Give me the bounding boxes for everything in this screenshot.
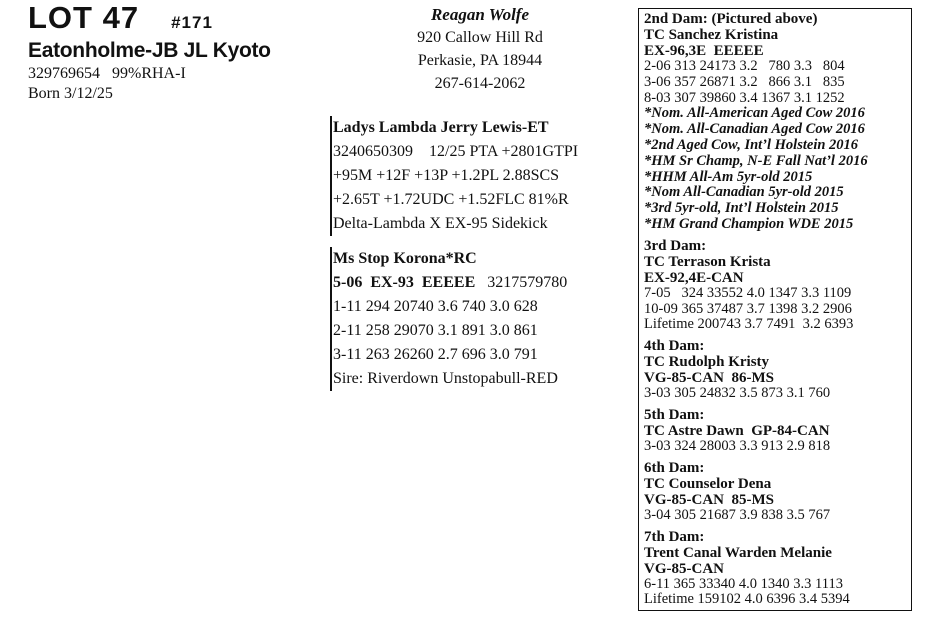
ancestor-dam-honor-line: *3rd 5yr-old, Int’l Holstein 2015	[644, 200, 839, 217]
dam-classification-row	[333, 271, 630, 295]
ancestor-dam-name-line: TC Terrason Krista	[644, 253, 771, 270]
ancestor-dam-heading: 5th Dam:	[644, 406, 705, 423]
ancestor-dam-record-line: 3-04 305 21687 3.9 838 3.5 767	[644, 506, 831, 523]
ancestor-dam-record-line: 3-03 305 24832 3.5 873 3.1 760	[644, 385, 831, 402]
dam-block	[330, 247, 630, 391]
ancestor-dam-heading: 7th Dam:	[644, 528, 705, 545]
ancestor-dam-name-line: VG-85-CAN 86-MS	[644, 370, 774, 387]
consignor-info	[395, 4, 565, 95]
ancestor-dam-name-line: TC Astre Dawn GP-84-CAN	[644, 422, 830, 439]
sire-detail-line: Delta-Lambda X EX-95 Sidekick	[333, 215, 548, 232]
ancestor-dam-section	[644, 460, 906, 524]
ancestor-dam-section	[644, 529, 906, 609]
dam-classification: 5-06 EX-93 EEEEE	[333, 274, 476, 291]
ancestor-dam-name-line: TC Counselor Dena	[644, 475, 772, 492]
ancestor-dam-record-line: 3-03 324 28003 3.3 913 2.9 818	[644, 437, 831, 454]
dam-record-line: 3-11 263 26260 2.7 696 3.0 791	[333, 346, 538, 363]
ancestor-dam-heading: 4th Dam:	[644, 338, 705, 355]
ancestor-dam-section	[644, 338, 906, 402]
ancestor-dam-heading: 6th Dam:	[644, 459, 705, 476]
ancestor-dam-name-line: VG-85-CAN	[644, 560, 724, 577]
ancestor-dam-honor-line: *Nom. All-Canadian Aged Cow 2016	[644, 121, 865, 138]
sire-block	[330, 116, 630, 236]
sire-detail-line: +95M +12F +13P +1.2PL 2.88SCS	[333, 167, 560, 184]
pedigree	[330, 116, 630, 391]
dam-sire: Sire: Riverdown Unstopabull-RED	[333, 370, 558, 387]
ancestor-dam-record-line: 7-05 324 33552 4.0 1347 3.3 1109	[644, 284, 852, 301]
consignor-address-2: Perkasie, PA 18944	[417, 52, 543, 69]
consignor-address-1: 920 Callow Hill Rd	[417, 29, 543, 46]
ancestor-dam-record-line: 3-06 357 26871 3.2 866 3.1 835	[644, 73, 845, 90]
dam-name: Ms Stop Korona*RC	[333, 250, 477, 267]
ancestor-dam-record-line: 8-03 307 39860 3.4 1367 3.1 1252	[644, 89, 845, 106]
ancestor-dam-name-line: TC Sanchez Kristina	[644, 27, 779, 43]
catalog-number: #171	[171, 13, 213, 32]
dam-record-line: 2-11 258 29070 3.1 891 3.0 861	[333, 322, 538, 339]
sire-detail-line: 3240650309 12/25 PTA +2801GTPI	[333, 143, 579, 160]
ancestor-dam-heading: 2nd Dam: (Pictured above)	[644, 11, 818, 27]
ancestor-dam-name-line: TC Rudolph Kristy	[644, 354, 770, 371]
ancestor-dam-heading: 3rd Dam:	[644, 237, 707, 254]
ancestor-dam-honor-line: *HM Grand Champion WDE 2015	[644, 215, 854, 232]
birth-date: Born 3/12/25	[28, 85, 113, 102]
sire-detail-line: +2.65T +1.72UDC +1.52FLC 81%R	[333, 191, 569, 208]
dam-records	[333, 295, 630, 367]
dam-reg-number: 3217579780	[487, 274, 568, 291]
ancestor-dam-name-line: Trent Canal Warden Melanie	[644, 544, 832, 561]
sire-name: Ladys Lambda Jerry Lewis-ET	[333, 119, 549, 136]
consignor-name: Reagan Wolfe	[430, 5, 530, 24]
ancestor-dam-record-line: 6-11 365 33340 4.0 1340 3.3 1113	[644, 575, 843, 592]
sire-details	[333, 140, 630, 236]
animal-name: Eatonholme-JB JL Kyoto	[28, 39, 271, 62]
registration-line: 329769654 99%RHA-I	[28, 65, 186, 82]
ancestor-dam-record-line: Lifetime 159102 4.0 6396 3.4 5394	[644, 591, 850, 608]
ancestor-dam-honor-line: *Nom All-Canadian 5yr-old 2015	[644, 184, 844, 201]
ancestor-dams-box	[638, 8, 912, 611]
ancestor-dam-honor-line: *HM Sr Champ, N-E Fall Nat’l 2016	[644, 152, 868, 169]
lot-title-row	[28, 2, 328, 38]
ancestor-dam-honor-line: *2nd Aged Cow, Int’l Holstein 2016	[644, 136, 859, 153]
ancestor-dam-section	[644, 11, 906, 233]
ancestor-dam-name-line: EX-96,3E EEEEE	[644, 43, 764, 59]
ancestor-dam-honor-line: *Nom. All-American Aged Cow 2016	[644, 105, 865, 122]
ancestor-dam-honor-line: *HHM All-Am 5yr-old 2015	[644, 168, 813, 185]
consignor-phone: 267-614-2062	[434, 75, 526, 92]
dam-record-line: 1-11 294 20740 3.6 740 3.0 628	[333, 298, 538, 315]
ancestor-dam-name-line: VG-85-CAN 85-MS	[644, 491, 774, 508]
ancestor-dam-section	[644, 407, 906, 455]
ancestor-dam-record-line: Lifetime 200743 3.7 7491 3.2 6393	[644, 316, 854, 333]
lot-header	[28, 2, 328, 104]
ancestor-dam-record-line: 2-06 313 24173 3.2 780 3.3 804	[644, 58, 845, 74]
lot-title: LOT 47	[28, 0, 140, 35]
ancestor-dam-record-line: 10-09 365 37487 3.7 1398 3.2 2906	[644, 300, 852, 317]
ancestor-dam-name-line: EX-92,4E-CAN	[644, 269, 744, 286]
ancestor-dam-section	[644, 238, 906, 333]
